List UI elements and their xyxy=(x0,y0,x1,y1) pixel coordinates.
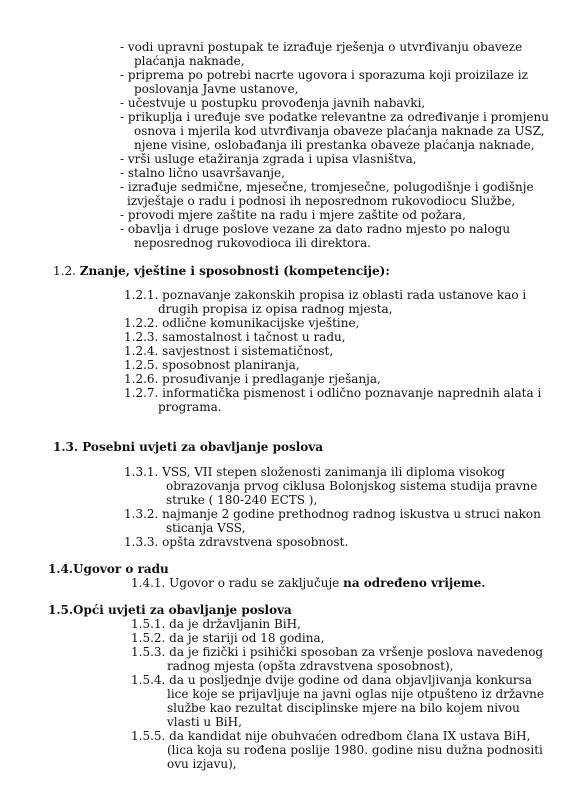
bullet-line: - prikuplja i uređuje sve podatke relevantne za određivanje i promjenu xyxy=(120,110,549,124)
section-heading-1-3: 1.3. Posebni uvjeti za obavljanje poslova xyxy=(53,440,324,454)
list-item: 1.5.4. da u posljednje dvije godine od dana objavljivanja konkursa xyxy=(131,673,532,687)
list-item: 1.2.4. savjestnost i sistematičnost, xyxy=(124,344,334,358)
list-item: službe kao rezultat disciplinske mjere na bilo kojem nivou xyxy=(167,701,520,715)
list-item: 1.3.2. najmanje 2 godine prethodnog radnog iskustva u struci nakon xyxy=(124,507,541,521)
section-heading-1-4: 1.4.Ugovor o radu xyxy=(48,562,169,576)
bullet-line: njene visine, oslobađanja ili prestanka obaveze plaćanja naknade, xyxy=(134,138,535,152)
bullet-line: - vodi upravni postupak te izrađuje rješenja o utvrđivanju obaveze xyxy=(120,40,523,54)
list-item: ovu izjavu), xyxy=(167,757,237,771)
bullet-line: osnova i mjerila kod utvrđivanja obaveze plaćanja naknade za USZ, xyxy=(134,124,545,138)
list-item: sticanja VSS, xyxy=(166,521,246,535)
bullet-line: plaćanja naknade, xyxy=(134,54,245,68)
list-item: 1.2.7. informatička pismenost i odlično poznavanje naprednih alata i xyxy=(124,386,542,400)
list-item: radnog mjesta (opšta zdravstvena sposobnost), xyxy=(167,659,454,673)
bullet-line: - izrađuje sedmične, mjesečne, tromjesečne, polugodišnje i godišnje xyxy=(120,180,534,194)
bullet-line: izvještaje o radu i podnosi ih neposrednom rukovodiocu Službe, xyxy=(127,194,516,208)
list-item: 1.5.5. da kandidat nije obuhvaćen odredbom člana IX ustava BiH, xyxy=(131,729,531,743)
list-item: 1.3.3. opšta zdravstvena sposobnost. xyxy=(124,535,349,549)
list-item: struke ( 180-240 ECTS ), xyxy=(166,493,318,507)
list-item: 1.2.2. odlične komunikacijske vještine, xyxy=(124,316,360,330)
list-item: 1.2.5. sposobnost planiranja, xyxy=(124,358,300,372)
bullet-line: - obavlja i druge poslove vezane za dato radno mjesto po nalogu xyxy=(120,222,511,236)
bullet-line: - provodi mjere zaštite na radu i mjere zaštite od požara, xyxy=(120,208,466,222)
bullet-line: - priprema po potrebi nacrte ugovora i sporazuma koji proizilaze iz xyxy=(120,68,528,82)
list-item: vlasti u BiH, xyxy=(167,715,242,729)
list-item: 1.5.2. da je stariji od 18 godina, xyxy=(131,631,325,645)
list-item: 1.3.1. VSS, VII stepen složenosti zanimanja ili diploma visokog xyxy=(124,465,505,479)
bullet-line: - učestvuje u postupku provođenja javnih nabavki, xyxy=(120,96,426,110)
bullet-line: neposrednog rukovodioca ili direktora. xyxy=(134,236,371,250)
bullet-line: - vrši usluge etažiranja zgrada i upisa vlasništva, xyxy=(120,152,417,166)
list-item: 1.2.1. poznavanje zakonskih propisa iz oblasti rada ustanove kao i xyxy=(124,288,527,302)
contract-line: 1.4.1. Ugovor o radu se zaključuje na određeno vrijeme. xyxy=(131,576,486,590)
list-item: 1.2.3. samostalnost i tačnost u radu, xyxy=(124,330,346,344)
list-item: 1.2.6. prosuđivanje i predlaganje rješanja, xyxy=(124,372,381,386)
list-item: 1.5.3. da je fizički i psihički sposoban za vršenje poslova navedenog xyxy=(131,645,544,659)
list-item: obrazovanja prvog ciklusa Bolonjskog sistema studija pravne xyxy=(166,479,538,493)
list-item: programa. xyxy=(158,400,222,414)
list-item: 1.5.1. da je državljanin BiH, xyxy=(131,617,301,631)
section-heading-1-2: 1.2. Znanje, vještine i sposobnosti (kompetencije): xyxy=(53,264,390,278)
bullet-line: - stalno lično usavršavanje, xyxy=(120,166,285,180)
list-item: drugih propisa iz opisa radnog mjesta, xyxy=(158,302,393,316)
list-item: lice koje se prijavljuje na javni oglas nije otpušteno iz državne xyxy=(167,687,544,701)
bullet-line: poslovanja Javne ustanove, xyxy=(134,82,299,96)
section-heading-1-5: 1.5.Opći uvjeti za obavljanje poslova xyxy=(48,603,292,617)
list-item: (lica koja su rođena poslije 1980. godine nisu dužna podnositi xyxy=(167,743,543,757)
